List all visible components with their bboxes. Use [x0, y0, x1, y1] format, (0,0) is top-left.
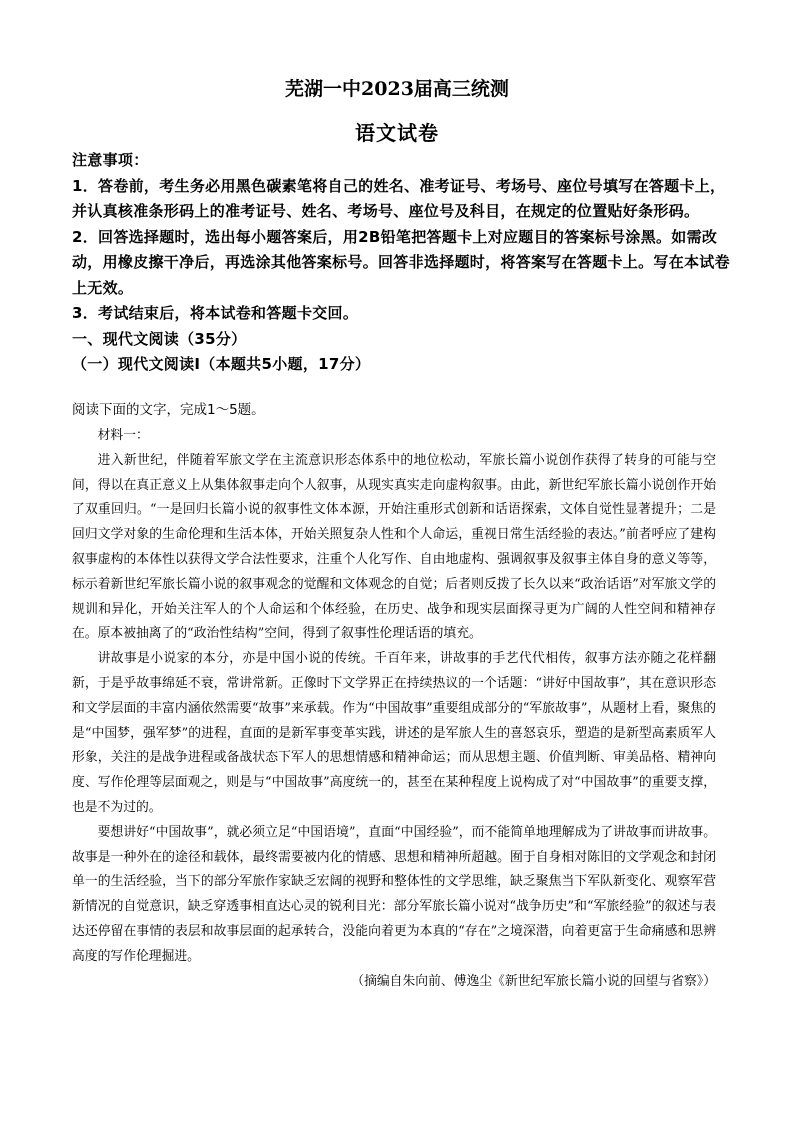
passage-paragraph: 讲故事是小说家的本分，亦是中国小说的传统。千百年来，讲故事的手艺代代相传，叙事方法亦随之花样翻新，于是乎故事绵延不衰，常讲常新。正像时下文学界正在持续热议的一个话题：“讲好中国故事”，其在意识形态和文学层面的丰富内涵依然需要“故事”来承载。作为“中国故事”重要组成部分的“军旅故事”，从题材上看，聚焦的是“中国梦，强军梦”的进程，直面的是新军事变革实践，讲述的是军旅人生的喜怒哀乐，塑造的是新型高素质军人形象，关注的是战争进程或备战状态下军人的思想情感和精神命运；而从思想主题、价值判断、审美品格、精神向度、写作伦理等层面观之，则是与“中国故事”高度统一的，甚至在某种程度上说构成了对“中国故事”的重要支撑，也是不为过的。 [72, 651, 716, 815]
exam-subject: 语文试卷 [355, 121, 439, 145]
exam-title: 芜湖一中2023届高三统测 [285, 78, 509, 100]
material-label: 材料一： [97, 428, 149, 443]
notice-item-2: 2．回答选择题时，选出每小题答案后，用2B铅笔把答题卡上对应题目的答案标号涂黑。如需改动，用橡皮擦干净后，再选涂其他答案标号。回答非选择题时，将答案写在答题卡上。写在本试卷上无效。 [72, 227, 730, 297]
subsection-heading: （一）现代文阅读Ⅰ（本题共5小题，17分） [72, 355, 371, 373]
passage-source: （摘编自朱向前、傅逸尘《新世纪军旅长篇小说的回望与省察》） [351, 973, 716, 989]
reading-passage [72, 424, 716, 994]
passage-paragraph: 进入新世纪，伴随着军旅文学在主流意识形态体系中的地位松动，军旅长篇小说创作获得了转身的可能与空间，得以在真正意义上从集体叙事走向个人叙事，从现实真实走向虚构叙事。由此，新世纪军旅长篇小说创作开始了双重回归。“一是回归长篇小说的叙事性文体本源，开始注重形式创新和话语探索，文体自觉性显著提升；二是回归文学对象的生命伦理和生活本体，开始关照复杂人性和个人命运，重视日常生活经验的表达。”前者呼应了建构叙事虚构的本体性以获得文学合法性要求，注重个人化写作、自由地虚构、强调叙事及叙事主体自身的意义等等，标示着新世纪军旅长篇小说的叙事观念的觉醒和文体观念的自觉；后者则反拨了长久以来“政治话语”对军旅文学的规训和异化，开始关注军人的个人命运和个体经验，在历史、战争和现实层面探寻更为广阔的人性空间和精神存在。原本被抽离了的“政治性结构”空间，得到了叙事性伦理话语的填充。 [72, 452, 716, 642]
section-heading: 一、现代文阅读（35分） [72, 329, 247, 348]
notice-block [72, 148, 732, 378]
passage-paragraph: 要想讲好“中国故事”，就必须立足“中国语境”，直面“中国经验”，而不能简单地理解成为了讲故事而讲故事。故事是一种外在的途径和载体，最终需要被内化的情感、思想和精神所超越。囿于自身相对陈旧的文学观念和封闭单一的生活经验，当下的部分军旅作家缺乏宏阔的视野和整体性的文学思维，缺乏聚焦当下军队新变化、观察军营新情况的自觉意识，缺乏穿透事相直达心灵的锐利目光：部分军旅长篇小说对“战争历史”和“军旅经验”的叙述与表达还停留在事情的表层和故事层面的起承转合，没能向着更为本真的“存在”之境深潜，向着更富于生命痛感和思辨高度的写作伦理掘进。 [72, 824, 716, 964]
reading-instruction: 阅读下面的文字，完成1～5题。 [72, 402, 265, 418]
notice-item-3: 3．考试结束后，将本试卷和答题卡交回。 [72, 304, 359, 322]
notice-heading: 注意事项： [72, 151, 149, 169]
notice-item-1: 1．答卷前，考生务必用黑色碳素笔将自己的姓名、准考证号、考场号、座位号填写在答题卡上，并认真核准条形码上的准考证号、姓名、考场号、座位号及科目，在规定的位置贴好条形码。 [72, 176, 726, 220]
